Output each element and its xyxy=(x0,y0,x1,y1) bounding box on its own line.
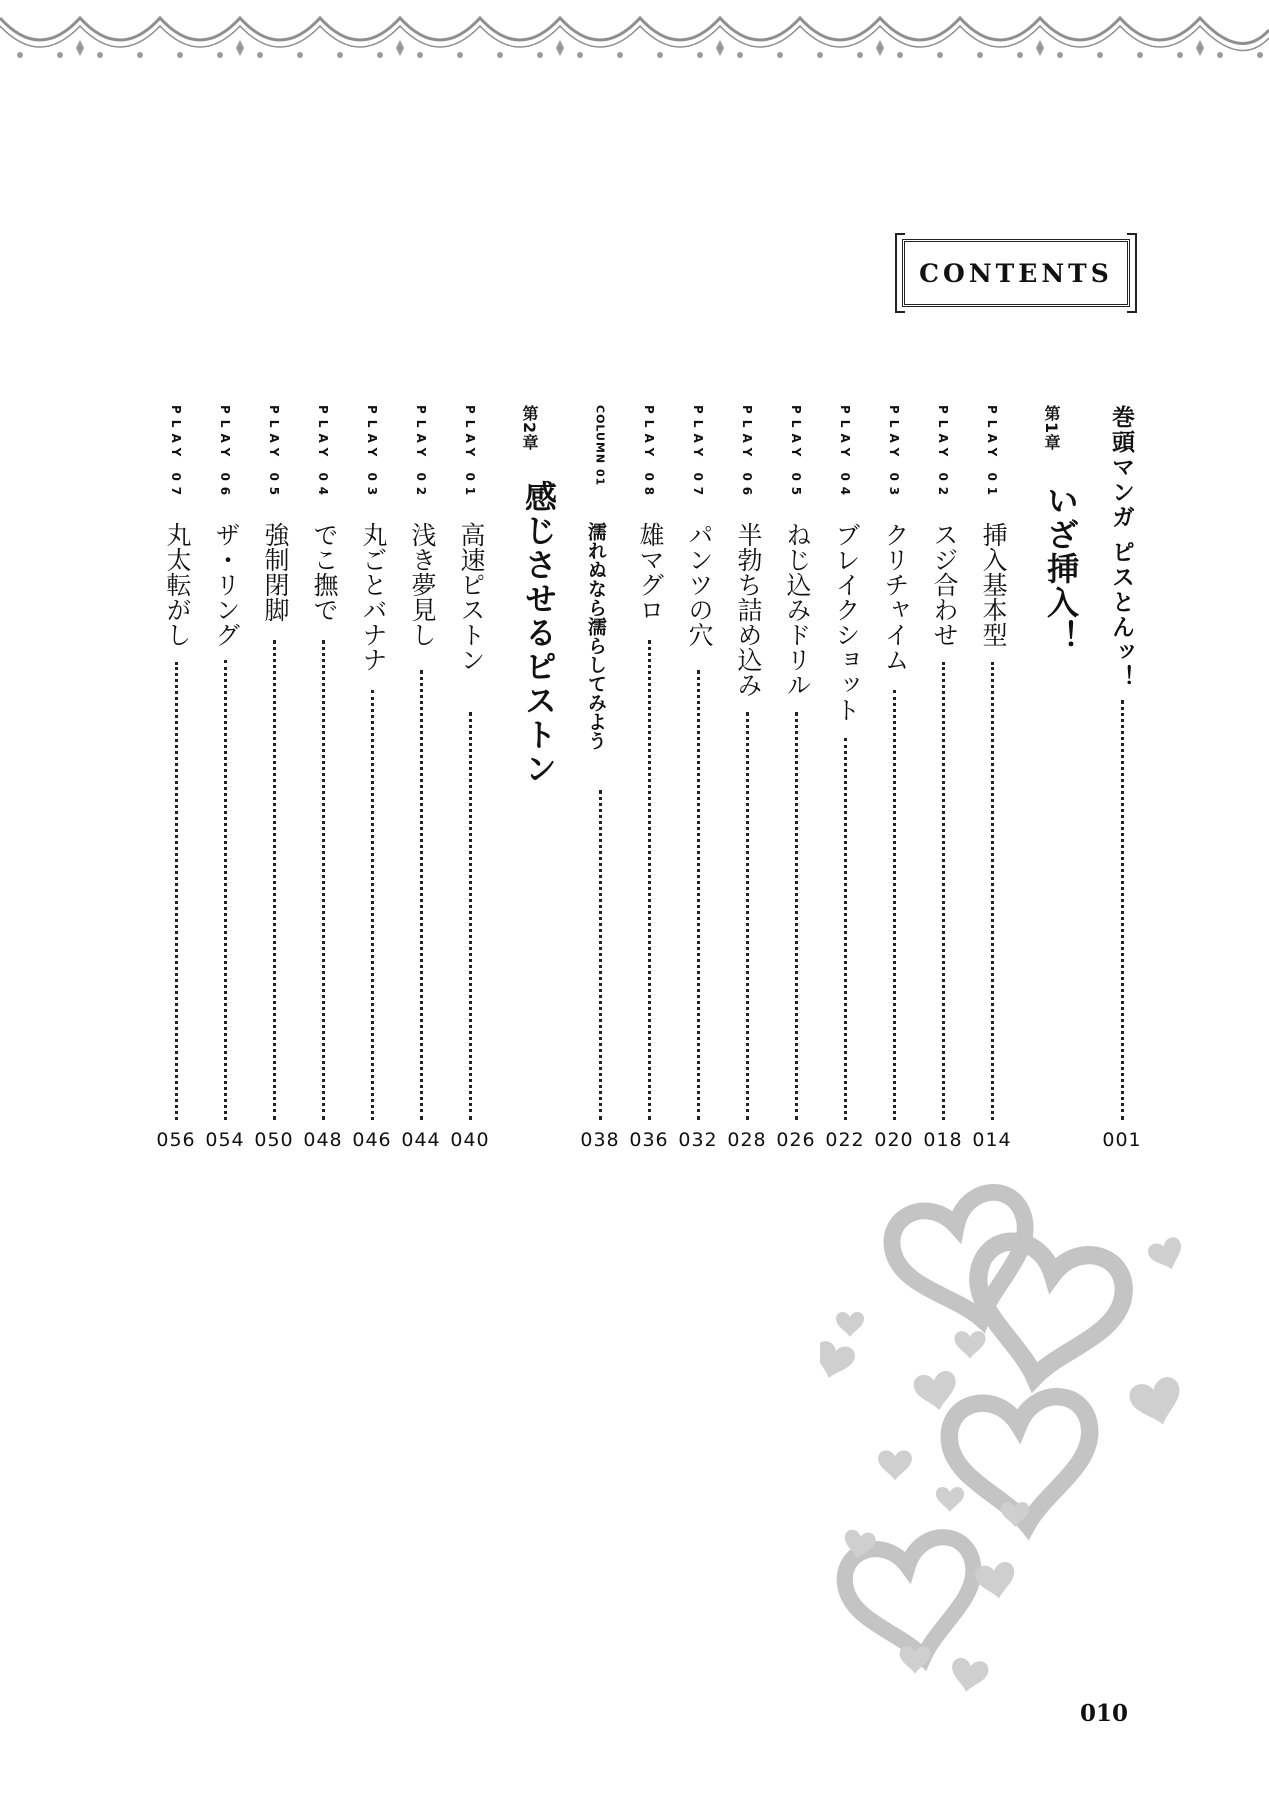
play-label: PLAY 04 xyxy=(316,405,330,502)
toc-entry-title: スジ合わせ xyxy=(930,522,959,647)
play-label: PLAY 03 xyxy=(887,405,901,502)
contents-header-label: CONTENTS xyxy=(919,258,1113,288)
toc-entry-title: 浅き夢見し xyxy=(408,522,437,647)
play-label: PLAY 02 xyxy=(414,405,428,502)
play-label: PLAY 06 xyxy=(218,405,232,502)
toc-entry-page: 020 xyxy=(874,1129,914,1151)
toc-entry-page: 018 xyxy=(923,1129,963,1151)
toc-entry-title: 濡れぬなら濡らしてみよう xyxy=(585,522,607,750)
column-label: COLUMN 01 xyxy=(593,405,607,487)
toc-entry-title: 強制閉脚 xyxy=(261,522,290,622)
toc-entry-ch2-play05[interactable] xyxy=(254,0,294,1170)
toc-entry-title: ザ・リング xyxy=(212,522,241,647)
hearts-decoration xyxy=(820,1180,1200,1700)
toc-entry-title: でこ撫で xyxy=(310,522,339,622)
dot-leader xyxy=(1121,700,1124,1120)
toc-entry-ch2-play03[interactable] xyxy=(352,0,392,1170)
chapter1-title: いざ挿入！ xyxy=(1042,484,1080,654)
toc-entry-ch2-play01[interactable] xyxy=(450,0,490,1170)
play-label: PLAY 07 xyxy=(169,405,183,502)
toc-entry-page: 056 xyxy=(156,1129,196,1151)
page-number: 010 xyxy=(1080,1700,1129,1727)
toc-entry-ch1-play05[interactable] xyxy=(776,0,816,1170)
toc-entry-page: 026 xyxy=(776,1129,816,1151)
toc-entry-page: 046 xyxy=(352,1129,392,1151)
toc-entry-page: 028 xyxy=(727,1129,767,1151)
dot-leader xyxy=(371,690,374,1120)
toc-entry-ch1-play08[interactable] xyxy=(629,0,669,1170)
chapter2-label: 第2章 xyxy=(520,405,539,452)
dot-leader xyxy=(844,738,847,1120)
chapter1-heading xyxy=(1040,0,1080,800)
toc-entry-page: 014 xyxy=(972,1129,1012,1151)
play-label: PLAY 06 xyxy=(740,405,754,502)
toc-entry-page: 050 xyxy=(254,1129,294,1151)
toc-entry-page: 001 xyxy=(1102,1129,1142,1151)
toc-entry-title: 挿入基本型 xyxy=(979,522,1008,647)
toc-entry-title: パンツの穴 xyxy=(685,522,714,647)
toc-entry-title: 半勃ち詰め込み xyxy=(734,522,763,697)
toc-entry-title: ブレイクショット xyxy=(832,522,861,722)
dot-leader xyxy=(599,790,602,1120)
toc-entry-title: 丸ごとバナナ xyxy=(359,522,388,672)
toc-entry-page: 040 xyxy=(450,1129,490,1151)
dot-leader xyxy=(942,662,945,1120)
dot-leader xyxy=(322,640,325,1120)
play-label: PLAY 02 xyxy=(936,405,950,502)
toc-entry-title: 雄マグロ xyxy=(636,522,665,622)
dot-leader xyxy=(648,640,651,1120)
play-label: PLAY 01 xyxy=(463,405,477,502)
toc-entry-page: 044 xyxy=(401,1129,441,1151)
toc-entry-ch2-play02[interactable] xyxy=(401,0,441,1170)
toc-entry-title: ねじ込みドリル xyxy=(783,522,812,697)
toc-entry-title: 高速ピストン xyxy=(457,522,486,672)
toc-entry-manga[interactable] xyxy=(1102,0,1142,1170)
dot-leader xyxy=(175,662,178,1120)
toc-entry-page: 054 xyxy=(205,1129,245,1151)
play-label: PLAY 07 xyxy=(691,405,705,502)
toc-entry-ch1-play06[interactable] xyxy=(727,0,767,1170)
play-label: PLAY 08 xyxy=(642,405,656,502)
toc-entry-column01[interactable] xyxy=(580,0,620,1170)
dot-leader xyxy=(991,662,994,1120)
toc-entry-ch1-play04[interactable] xyxy=(825,0,865,1170)
toc-entry-ch2-play06[interactable] xyxy=(205,0,245,1170)
dot-leader xyxy=(795,712,798,1120)
dot-leader xyxy=(697,670,700,1120)
toc-entry-page: 038 xyxy=(580,1129,620,1151)
dot-leader xyxy=(469,712,472,1120)
toc-entry-page: 022 xyxy=(825,1129,865,1151)
toc-entry-ch1-play07[interactable] xyxy=(678,0,718,1170)
play-label: PLAY 03 xyxy=(365,405,379,502)
toc-entry-ch2-play04[interactable] xyxy=(303,0,343,1170)
toc-entry-ch2-play07[interactable] xyxy=(156,0,196,1170)
toc-entry-page: 036 xyxy=(629,1129,669,1151)
play-label: PLAY 05 xyxy=(789,405,803,502)
dot-leader xyxy=(273,640,276,1120)
play-label: PLAY 04 xyxy=(838,405,852,502)
toc-entry-ch1-play03[interactable] xyxy=(874,0,914,1170)
dot-leader xyxy=(224,660,227,1120)
dot-leader xyxy=(893,690,896,1120)
chapter1-label: 第1章 xyxy=(1042,405,1061,452)
play-label: PLAY 05 xyxy=(267,405,281,502)
dot-leader xyxy=(420,670,423,1120)
toc-entry-ch1-play02[interactable] xyxy=(923,0,963,1170)
chapter2-heading xyxy=(518,0,558,800)
chapter2-title: 感じさせるピストン xyxy=(520,480,558,786)
toc-entry-page: 048 xyxy=(303,1129,343,1151)
play-label: PLAY 01 xyxy=(985,405,999,502)
toc-entry-page: 032 xyxy=(678,1129,718,1151)
dot-leader xyxy=(746,712,749,1120)
toc-entry-title: 巻頭マンガ ピスとんッ！ xyxy=(1108,405,1134,691)
toc-entry-ch1-play01[interactable] xyxy=(972,0,1012,1170)
toc-entry-title: 丸太転がし xyxy=(163,522,192,647)
toc-entry-title: クリチャイム xyxy=(881,522,910,672)
